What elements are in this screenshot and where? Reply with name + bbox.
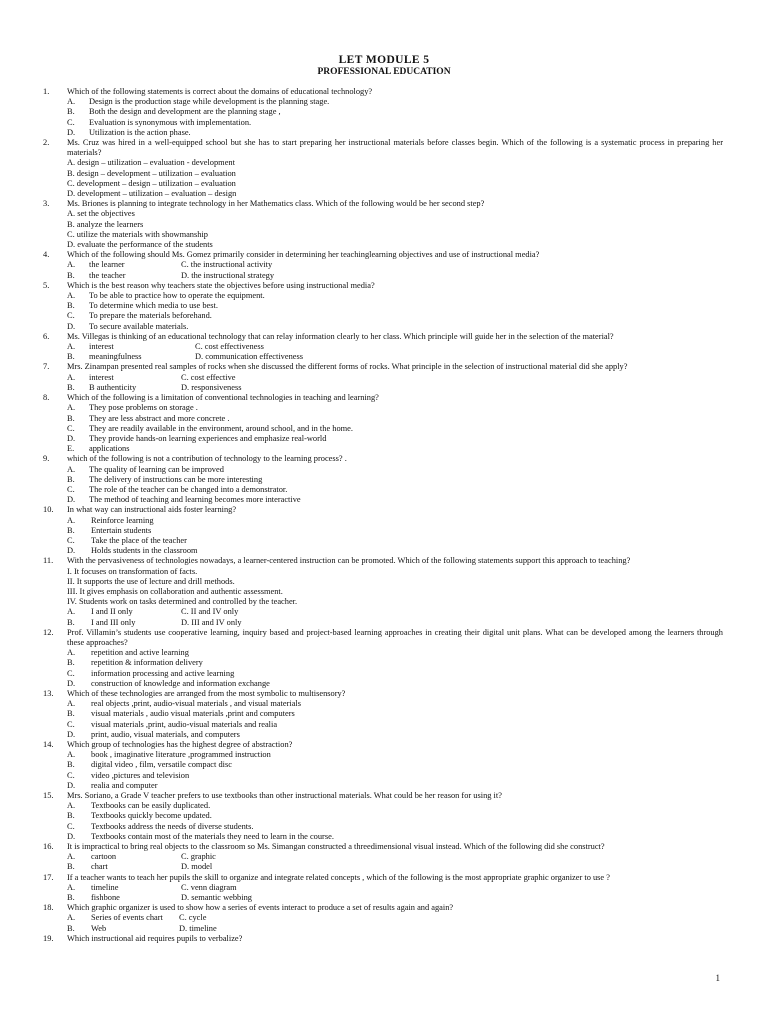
option-letter: B. bbox=[67, 413, 75, 423]
option-text: To be able to practice how to operate the equipment. bbox=[89, 291, 265, 301]
option-letter: D. bbox=[67, 831, 76, 841]
answer-option bbox=[67, 618, 768, 628]
answer-option bbox=[67, 720, 768, 730]
question-item bbox=[0, 199, 768, 250]
option-text: B. analyze the learners bbox=[67, 219, 144, 229]
option-text: visual materials ,print, audio-visual materials and realia bbox=[91, 719, 278, 729]
option-letter: D. bbox=[67, 678, 76, 688]
option-text: Entertain students bbox=[91, 525, 152, 535]
option-letter: A. bbox=[67, 607, 76, 617]
page-title: LET MODULE 5 bbox=[338, 54, 430, 66]
option-text: IV. Students work on tasks determined and controlled by the teacher. bbox=[67, 597, 298, 607]
option-text: C. utilize the materials with showmanship bbox=[67, 229, 208, 239]
answer-option bbox=[67, 240, 768, 250]
option-second-column: C. the instructional activity bbox=[181, 260, 273, 270]
question-number: 2. bbox=[43, 138, 50, 148]
option-text: The delivery of instructions can be more interesting bbox=[89, 474, 263, 484]
question-number: 19. bbox=[43, 933, 54, 943]
option-text: Textbooks address the needs of diverse students. bbox=[91, 821, 254, 831]
option-text: They are less abstract and more concrete . bbox=[89, 413, 230, 423]
option-letter: C. bbox=[67, 719, 75, 729]
option-letter: B. bbox=[67, 893, 75, 903]
option-text: realia and computer bbox=[91, 780, 158, 790]
question-text: Which instructional aid requires pupils to verbalize? bbox=[67, 933, 243, 943]
option-text: visual materials , audio visual materials ,print and computers bbox=[91, 709, 295, 719]
question-item bbox=[0, 138, 768, 199]
option-letter: B. bbox=[67, 107, 75, 117]
answer-option bbox=[67, 883, 768, 893]
question-text: Which of the following is a limitation of conventional technologies in teaching and learning? bbox=[67, 393, 379, 403]
option-second-column: C. II and IV only bbox=[181, 607, 239, 617]
option-second-column: C. venn diagram bbox=[181, 882, 237, 892]
answer-option bbox=[67, 781, 768, 791]
answer-option bbox=[67, 220, 768, 230]
option-second-column: D. responsiveness bbox=[181, 382, 242, 392]
option-letter: D. bbox=[67, 546, 76, 556]
answer-option bbox=[67, 107, 768, 117]
option-text: Reinforce learning bbox=[91, 515, 154, 525]
question-number: 16. bbox=[43, 842, 54, 852]
question-number: 18. bbox=[43, 903, 54, 913]
answer-option bbox=[67, 230, 768, 240]
option-text: A. design – utilization – evaluation - development bbox=[67, 158, 235, 168]
answer-option bbox=[67, 434, 768, 444]
answer-option bbox=[67, 577, 768, 587]
option-letter: A. bbox=[67, 882, 76, 892]
option-text: I. It focuses on transformation of facts. bbox=[67, 566, 198, 576]
option-text: repetition & information delivery bbox=[91, 658, 203, 668]
option-letter: A. bbox=[67, 464, 76, 474]
option-letter: A. bbox=[67, 801, 76, 811]
answer-option bbox=[67, 709, 768, 719]
option-letter: A. bbox=[67, 913, 76, 923]
option-text: They provide hands-on learning experiences and emphasize real-world bbox=[89, 433, 327, 443]
answer-option bbox=[67, 730, 768, 740]
answer-option bbox=[67, 536, 768, 546]
option-letter: B. bbox=[67, 525, 75, 535]
answer-option bbox=[67, 475, 768, 485]
question-text: Ms. Briones is planning to integrate technology in her Mathematics class. Which of the following would be her second step? bbox=[67, 199, 485, 209]
answer-option bbox=[67, 301, 768, 311]
question-number: 8. bbox=[43, 393, 50, 403]
answer-option bbox=[67, 771, 768, 781]
question-number: 6. bbox=[43, 331, 50, 341]
option-text: II. It supports the use of lecture and drill methods. bbox=[67, 576, 235, 586]
question-number: 15. bbox=[43, 791, 54, 801]
answer-option bbox=[67, 118, 768, 128]
answer-option bbox=[67, 158, 768, 168]
question-number: 3. bbox=[43, 199, 50, 209]
option-letter: C. bbox=[67, 668, 75, 678]
option-letter: A. bbox=[67, 372, 76, 382]
question-text: Which group of technologies has the highest degree of abstraction? bbox=[67, 740, 293, 749]
answer-option bbox=[67, 893, 768, 903]
answer-option bbox=[67, 342, 768, 352]
option-text: Utilization is the action phase. bbox=[89, 127, 191, 137]
answer-option bbox=[67, 587, 768, 597]
option-letter: B. bbox=[67, 352, 75, 362]
question-item bbox=[0, 903, 768, 934]
option-text: meaningfulness bbox=[89, 352, 142, 362]
option-text: To secure available materials. bbox=[89, 321, 189, 331]
option-letter: C. bbox=[67, 423, 75, 433]
option-text: real objects ,print, audio-visual materials , and visual materials bbox=[91, 699, 302, 709]
option-text: I and III only bbox=[91, 617, 136, 627]
option-second-column: D. semantic webbing bbox=[181, 893, 252, 903]
answer-option bbox=[67, 465, 768, 475]
question-number: 7. bbox=[43, 362, 50, 372]
option-letter: C. bbox=[67, 117, 75, 127]
answer-option bbox=[67, 750, 768, 760]
question-number: 13. bbox=[43, 688, 54, 698]
question-item bbox=[0, 362, 768, 393]
option-letter: B. bbox=[67, 811, 75, 821]
option-text: Web bbox=[91, 923, 107, 933]
option-letter: A. bbox=[67, 699, 76, 709]
question-item bbox=[0, 740, 768, 791]
question-item bbox=[0, 873, 768, 904]
answer-option bbox=[67, 801, 768, 811]
answer-option bbox=[67, 444, 768, 454]
question-text: Ms. Villegas is thinking of an educational technology that can relay information clearly to her class. Which principle will guide her in the selection of the material? bbox=[67, 331, 614, 341]
option-letter: D. bbox=[67, 495, 76, 505]
answer-option bbox=[67, 546, 768, 556]
option-second-column: C. cost effectiveness bbox=[195, 342, 264, 352]
answer-option bbox=[67, 760, 768, 770]
option-text: They pose problems on storage . bbox=[89, 403, 198, 413]
question-text: Which of the following should Ms. Gomez primarily consider in determining her teachinglearning objectives and use of instructional media? bbox=[67, 250, 540, 260]
option-letter: C. bbox=[67, 535, 75, 545]
option-text: print, audio, visual materials, and computers bbox=[91, 729, 240, 739]
answer-option bbox=[67, 311, 768, 321]
option-text: timeline bbox=[91, 882, 119, 892]
question-item bbox=[0, 393, 768, 454]
question-item bbox=[0, 250, 768, 281]
option-second-column: D. timeline bbox=[179, 923, 217, 933]
question-number: 5. bbox=[43, 280, 50, 290]
question-number: 11. bbox=[43, 556, 54, 566]
question-item bbox=[0, 332, 768, 363]
option-text: C. development – design – utilization – evaluation bbox=[67, 178, 236, 188]
answer-option bbox=[67, 322, 768, 332]
option-second-column: D. communication effectiveness bbox=[195, 352, 303, 362]
question-list bbox=[0, 87, 768, 944]
option-letter: C. bbox=[67, 770, 75, 780]
page-subtitle: PROFESSIONAL EDUCATION bbox=[317, 67, 451, 77]
answer-option bbox=[67, 169, 768, 179]
option-text: repetition and active learning bbox=[91, 648, 189, 658]
page-number: 1 bbox=[715, 973, 720, 983]
option-text: I and II only bbox=[91, 607, 133, 617]
option-letter: A. bbox=[67, 291, 76, 301]
question-number: 12. bbox=[43, 627, 54, 637]
option-letter: B. bbox=[67, 382, 75, 392]
option-text: Take the place of the teacher bbox=[91, 535, 187, 545]
option-letter: D. bbox=[67, 780, 76, 790]
answer-option bbox=[67, 403, 768, 413]
answer-option bbox=[67, 189, 768, 199]
answer-option bbox=[67, 607, 768, 617]
option-letter: B. bbox=[67, 658, 75, 668]
option-text: To prepare the materials beforehand. bbox=[89, 311, 212, 321]
option-letter: B. bbox=[67, 301, 75, 311]
answer-option bbox=[67, 699, 768, 709]
answer-option bbox=[67, 597, 768, 607]
option-text: To determine which media to use best. bbox=[89, 301, 218, 311]
option-letter: E. bbox=[67, 444, 75, 454]
option-text: cartoon bbox=[91, 852, 117, 862]
answer-option bbox=[67, 852, 768, 862]
option-second-column: C. graphic bbox=[181, 852, 216, 862]
question-item bbox=[0, 934, 768, 944]
option-text: fishbone bbox=[91, 893, 120, 903]
answer-option bbox=[67, 291, 768, 301]
question-text: Ms. Cruz was hired in a well-equipped school but she has to start preparing her instructional materials before classes begin. Which of the following is a systematic process in preparing her materials? bbox=[67, 138, 723, 158]
question-item bbox=[0, 556, 768, 627]
option-text: video ,pictures and television bbox=[91, 770, 190, 780]
question-number: 10. bbox=[43, 505, 54, 515]
option-text: construction of knowledge and information exchange bbox=[91, 678, 270, 688]
option-text: Textbooks contain most of the materials they need to learn in the course. bbox=[91, 831, 334, 841]
question-text: If a teacher wants to teach her pupils the skill to organize and integrate related concepts , which of the following is the most appropriate graphic organizer to use ? bbox=[67, 872, 610, 882]
answer-option bbox=[67, 495, 768, 505]
answer-option bbox=[67, 424, 768, 434]
option-letter: A. bbox=[67, 260, 76, 270]
option-letter: D. bbox=[67, 127, 76, 137]
option-text: the learner bbox=[89, 260, 125, 270]
question-text: Which graphic organizer is used to show how a series of events interact to produce a set of results again and again? bbox=[67, 903, 454, 913]
answer-option bbox=[67, 414, 768, 424]
answer-option bbox=[67, 924, 768, 934]
answer-option bbox=[67, 373, 768, 383]
option-letter: C. bbox=[67, 821, 75, 831]
question-item bbox=[0, 454, 768, 505]
option-text: information processing and active learning bbox=[91, 668, 235, 678]
option-text: digital video , film, versatile compact disc bbox=[91, 760, 232, 770]
question-number: 17. bbox=[43, 872, 54, 882]
option-text: The quality of learning can be improved bbox=[89, 464, 224, 474]
option-letter: B. bbox=[67, 474, 75, 484]
option-text: chart bbox=[91, 862, 108, 872]
option-letter: B. bbox=[67, 923, 75, 933]
option-letter: B. bbox=[67, 709, 75, 719]
option-text: interest bbox=[89, 342, 114, 352]
question-text: With the pervasiveness of technologies nowadays, a learner-centered instruction can be promoted. Which of the following statements support this approach to teaching? bbox=[67, 556, 631, 566]
option-letter: A. bbox=[67, 648, 76, 658]
option-letter: C. bbox=[67, 311, 75, 321]
question-number: 1. bbox=[43, 87, 50, 96]
question-text: Mrs. Soriano, a Grade V teacher prefers to use textbooks than other instructional materials. What could be her reason for using it? bbox=[67, 791, 502, 801]
answer-option bbox=[67, 260, 768, 270]
answer-option bbox=[67, 209, 768, 219]
question-item bbox=[0, 842, 768, 873]
option-text: III. It gives emphasis on collaboration and authentic assessment. bbox=[67, 586, 283, 596]
question-text: Which of these technologies are arranged from the most symbolic to multisensory? bbox=[67, 688, 346, 698]
option-second-column: D. III and IV only bbox=[181, 617, 242, 627]
option-letter: D. bbox=[67, 321, 76, 331]
answer-option bbox=[67, 679, 768, 689]
question-text: Which of the following statements is correct about the domains of educational technology? bbox=[67, 87, 373, 96]
answer-option bbox=[67, 669, 768, 679]
option-text: The method of teaching and learning becomes more interactive bbox=[89, 495, 301, 505]
answer-option bbox=[67, 658, 768, 668]
option-second-column: D. the instructional strategy bbox=[181, 270, 275, 280]
answer-option bbox=[67, 862, 768, 872]
option-text: the teacher bbox=[89, 270, 126, 280]
question-text: which of the following is not a contribution of technology to the learning process? . bbox=[67, 454, 347, 464]
option-text: Textbooks quickly become updated. bbox=[91, 811, 212, 821]
option-text: book , imaginative literature ,programmed instruction bbox=[91, 750, 271, 760]
option-letter: A. bbox=[67, 97, 76, 107]
question-number: 14. bbox=[43, 740, 54, 749]
option-second-column: C. cost effective bbox=[181, 372, 236, 382]
question-item bbox=[0, 689, 768, 740]
answer-option bbox=[67, 811, 768, 821]
answer-option bbox=[67, 832, 768, 842]
option-letter: C. bbox=[67, 484, 75, 494]
option-text: They are readily available in the environment, around school, and in the home. bbox=[89, 423, 353, 433]
option-text: Holds students in the classroom bbox=[91, 546, 198, 556]
option-text: Series of events chart bbox=[91, 913, 163, 923]
option-letter: A. bbox=[67, 750, 76, 760]
answer-option bbox=[67, 352, 768, 362]
answer-option bbox=[67, 516, 768, 526]
question-text: It is impractical to bring real objects to the classroom so Ms. Simangan constructed a threedimensional visual instead. Which of the following did she construct? bbox=[67, 842, 605, 852]
option-letter: B. bbox=[67, 862, 75, 872]
option-letter: D. bbox=[67, 729, 76, 739]
question-item bbox=[0, 628, 768, 689]
answer-option bbox=[67, 128, 768, 138]
option-text: The role of the teacher can be changed into a demonstrator. bbox=[89, 484, 288, 494]
question-item bbox=[0, 791, 768, 842]
question-number: 4. bbox=[43, 250, 50, 260]
option-second-column: C. cycle bbox=[179, 913, 207, 923]
option-text: B authenticity bbox=[89, 382, 137, 392]
option-text: Textbooks can be easily duplicated. bbox=[91, 801, 211, 811]
answer-option bbox=[67, 485, 768, 495]
option-text: Design is the production stage while development is the planning stage. bbox=[89, 97, 330, 107]
answer-option bbox=[67, 179, 768, 189]
answer-option bbox=[67, 271, 768, 281]
question-text: Which is the best reason why teachers state the objectives before using instructional media? bbox=[67, 280, 375, 290]
question-text: Mrs. Zinampan presented real samples of rocks when she discussed the different forms of rocks. What principle in the selection of instructional material did she apply? bbox=[67, 362, 628, 372]
option-letter: A. bbox=[67, 342, 76, 352]
option-text: Both the design and development are the planning stage , bbox=[89, 107, 281, 117]
option-letter: B. bbox=[67, 270, 75, 280]
answer-option bbox=[67, 97, 768, 107]
option-text: D. evaluate the performance of the students bbox=[67, 240, 213, 250]
answer-option bbox=[67, 822, 768, 832]
question-item bbox=[0, 505, 768, 556]
option-text: D. development – utilization – evaluation – design bbox=[67, 189, 237, 199]
option-letter: A. bbox=[67, 515, 76, 525]
option-text: Evaluation is synonymous with implementation. bbox=[89, 117, 252, 127]
option-second-column: D. model bbox=[181, 862, 213, 872]
option-text: interest bbox=[89, 372, 114, 382]
answer-option bbox=[67, 526, 768, 536]
option-text: B. design – development – utilization – evaluation bbox=[67, 168, 236, 178]
question-item bbox=[0, 281, 768, 332]
option-text: applications bbox=[89, 444, 130, 454]
option-letter: B. bbox=[67, 617, 75, 627]
option-letter: A. bbox=[67, 852, 76, 862]
question-text: Prof. Villamin’s students use cooperative learning, inquiry based and project-based learning approaches in creating their digital unit plans. What can be developed among the learners through these approaches? bbox=[67, 627, 723, 647]
answer-option bbox=[67, 567, 768, 577]
question-number: 9. bbox=[43, 454, 50, 464]
answer-option bbox=[67, 648, 768, 658]
question-item bbox=[0, 87, 768, 138]
option-text: A. set the objectives bbox=[67, 209, 135, 219]
option-letter: A. bbox=[67, 403, 76, 413]
answer-option bbox=[67, 383, 768, 393]
option-letter: B. bbox=[67, 760, 75, 770]
option-letter: D. bbox=[67, 433, 76, 443]
question-text: In what way can instructional aids foster learning? bbox=[67, 505, 237, 515]
answer-option bbox=[67, 913, 768, 923]
